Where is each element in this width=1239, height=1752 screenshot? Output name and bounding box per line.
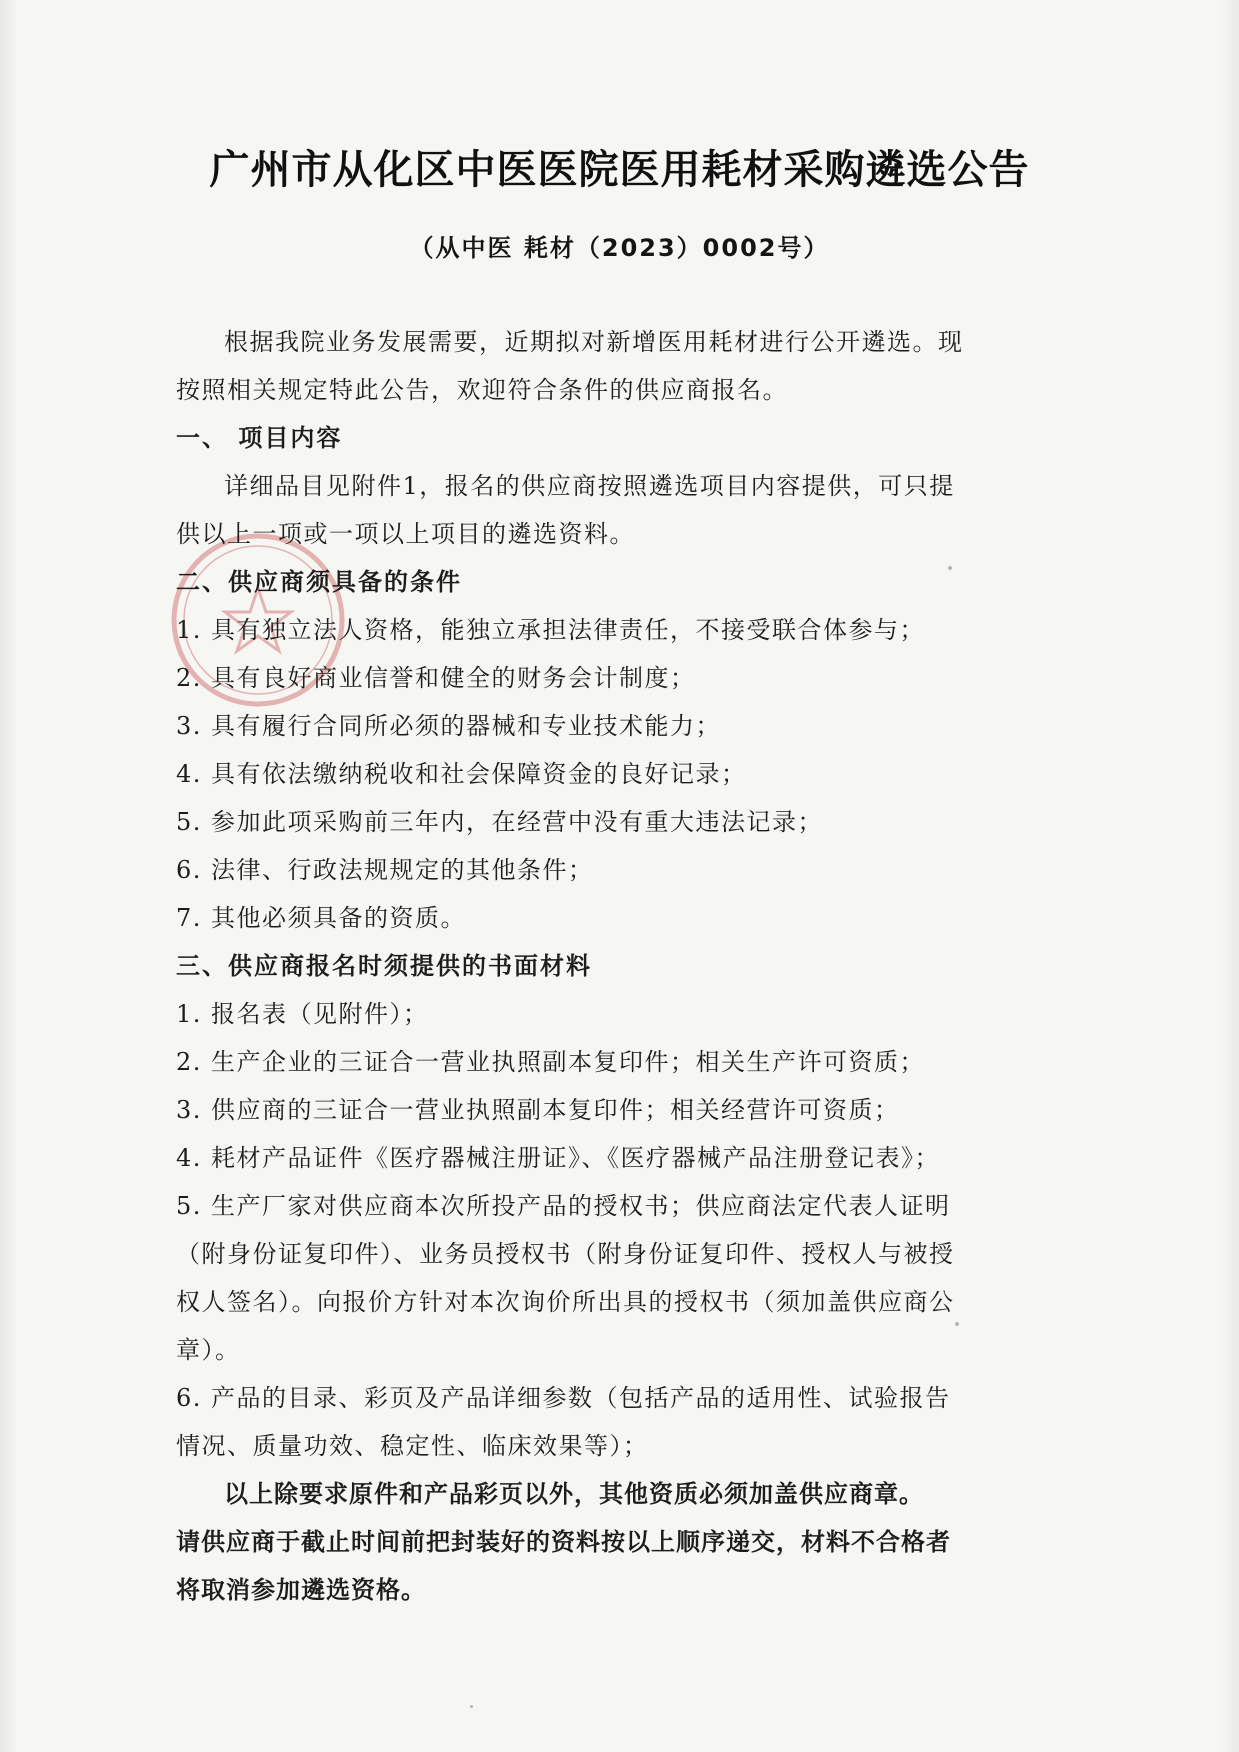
condition-item: 5. 参加此项采购前三年内，在经营中没有重大违法记录； (176, 808, 824, 836)
material-item: 5. 生产厂家对供应商本次所投产品的授权书；供应商法定代表人证明 (176, 1192, 951, 1220)
material-item-continued: 权人签名）。向报价方针对本次询价所出具的授权书（须加盖供应商公 (176, 1288, 955, 1316)
condition-item: 1. 具有独立法人资格，能独立承担法律责任，不接受联合体参与； (176, 616, 926, 644)
material-item: 2. 生产企业的三证合一营业执照副本复印件；相关生产许可资质； (176, 1048, 926, 1076)
scan-speck (948, 566, 952, 570)
section1-line: 供以上一项或一项以上项目的遴选资料。 (176, 520, 635, 548)
page-title: 广州市从化区中医医院医用耗材采购遴选公告 (209, 147, 1030, 193)
material-item: 6. 产品的目录、彩页及产品详细参数（包括产品的适用性、试验报告 (176, 1384, 951, 1412)
document-body (176, 318, 1046, 1614)
scan-speck (470, 1705, 473, 1708)
document-number: （从中医 耗材（2023）0002号） (409, 234, 830, 262)
closing-note: 请供应商于截止时间前把封装好的资料按以上顺序递交，材料不合格者 (176, 1528, 951, 1556)
condition-item: 7. 其他必须具备的资质。 (176, 904, 467, 932)
condition-item: 3. 具有履行合同所必须的器械和专业技术能力； (176, 712, 722, 740)
condition-item: 2. 具有良好商业信誉和健全的财务会计制度； (176, 664, 696, 692)
closing-note: 将取消参加遴选资格。 (176, 1576, 426, 1604)
condition-item: 6. 法律、行政法规规定的其他条件； (176, 856, 594, 884)
closing-note: 以上除要求原件和产品彩页以外，其他资质必须加盖供应商章。 (224, 1480, 924, 1508)
intro-line: 按照相关规定特此公告，欢迎符合条件的供应商报名。 (176, 376, 788, 404)
section1-line: 详细品目见附件1，报名的供应商按照遴选项目内容提供，可只提 (224, 472, 955, 500)
material-item: 3. 供应商的三证合一营业执照副本复印件；相关经营许可资质； (176, 1096, 900, 1124)
condition-item: 4. 具有依法缴纳税收和社会保障资金的良好记录； (176, 760, 747, 788)
section-heading-project: 一、 项目内容 (176, 424, 343, 452)
material-item: 1. 报名表（见附件）； (176, 1000, 429, 1028)
material-item-continued: 情况、质量功效、稳定性、临床效果等）； (176, 1432, 649, 1460)
material-item-continued: （附身份证复印件）、业务员授权书（附身份证复印件、授权人与被授 (176, 1240, 955, 1268)
section-heading-conditions: 二、供应商须具备的条件 (176, 568, 462, 596)
material-item: 4. 耗材产品证件《医疗器械注册证》、《医疗器械产品注册登记表》； (176, 1144, 941, 1172)
section-heading-materials: 三、供应商报名时须提供的书面材料 (176, 952, 592, 980)
intro-line: 根据我院业务发展需要，近期拟对新增医用耗材进行公开遴选。现 (224, 328, 964, 356)
scan-speck (955, 1322, 959, 1326)
material-item-continued: 章）。 (176, 1336, 241, 1364)
